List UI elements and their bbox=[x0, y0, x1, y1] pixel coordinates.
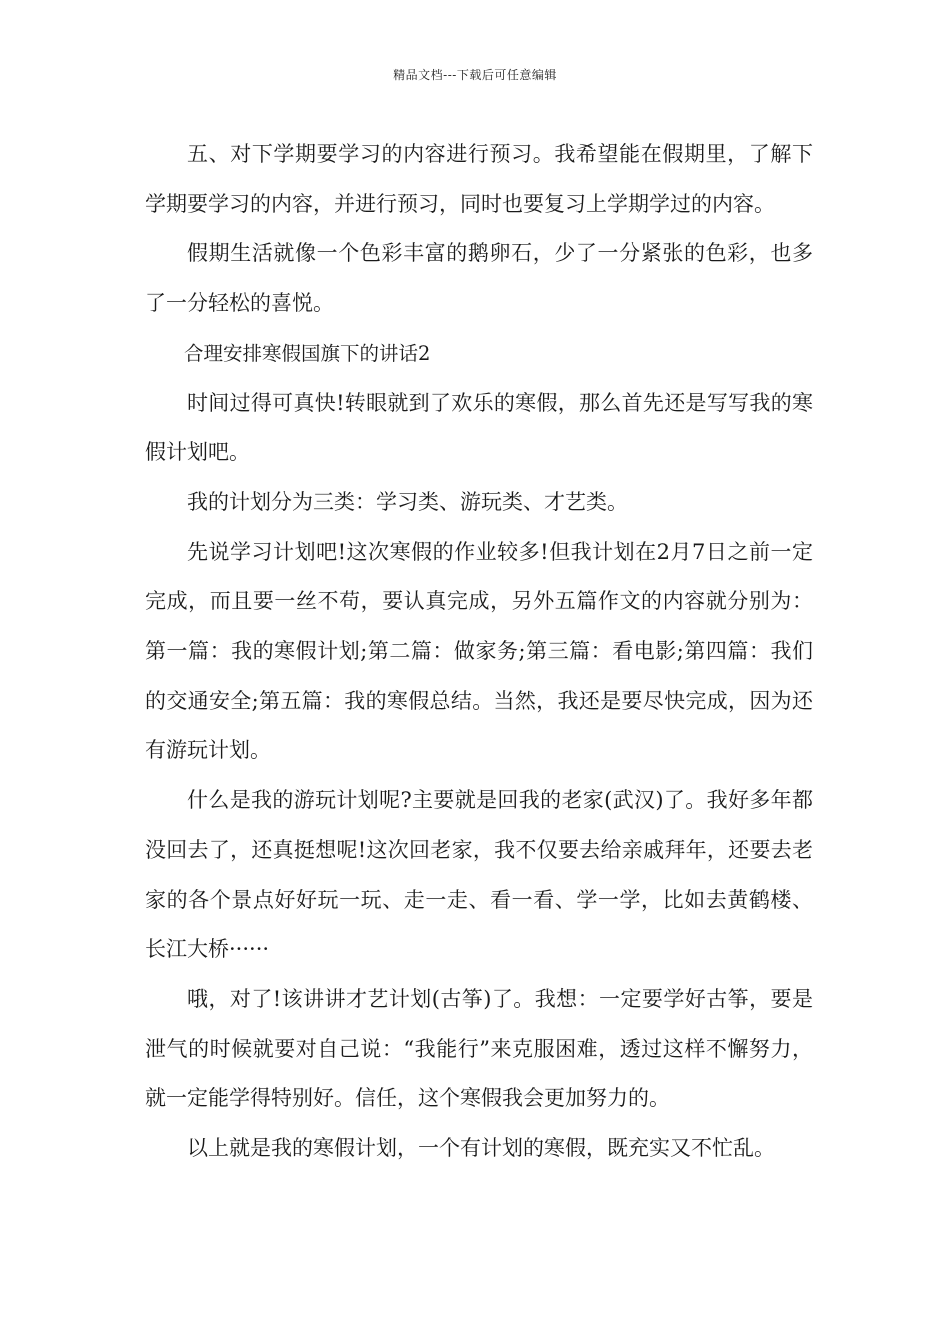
paragraph-talent-plan: 哦，对了!该讲讲才艺计划(古筝)了。我想：一定要学好古筝，要是泄气的时候就要对自己说：“我能行”来克服困难，透过这样不懈努力，就一定能学得特别好。信任，这个寒假我会更加努力的。 bbox=[145, 986, 813, 1111]
paragraph-holiday-life: 假期生活就像一个色彩丰富的鹅卵石，少了一分紧张的色彩，也多了一分轻松的喜悦。 bbox=[145, 241, 813, 316]
paragraph-study-plan: 先说学习计划吧!这次寒假的作业较多!但我计划在2月7日之前一定完成，而且要一丝不苟，要认真完成，另外五篇作文的内容就分别为：第一篇：我的寒假计划;第二篇：做家务;第三篇：看电影;第四篇：我们的交通安全;第五篇：我的寒假总结。当然，我还是要尽快完成，因为还有游玩计划。 bbox=[145, 539, 813, 763]
page-header: 精品文档---下载后可任意编辑 bbox=[393, 68, 557, 82]
paragraph-conclusion: 以上就是我的寒假计划，一个有计划的寒假，既充实又不忙乱。 bbox=[187, 1136, 775, 1161]
paragraph-preview-plan: 五、对下学期要学习的内容进行预习。我希望能在假期里，了解下学期要学习的内容，并进行预习，同时也要复习上学期学过的内容。 bbox=[145, 142, 813, 216]
document-body bbox=[145, 130, 813, 1174]
section-title: 合理安排寒假国旗下的讲话2 bbox=[184, 341, 431, 365]
paragraph-plan-categories: 我的计划分为三类：学习类、游玩类、才艺类。 bbox=[187, 489, 628, 514]
paragraph-intro: 时间过得可真快!转眼就到了欢乐的寒假，那么首先还是写写我的寒假计划吧。 bbox=[145, 390, 813, 465]
paragraph-travel-plan: 什么是我的游玩计划呢?主要就是回我的老家(武汉)了。我好多年都没回去了，还真挺想呢!这次回老家，我不仅要去给亲戚拜年，还要去老家的各个景点好好玩一玩、走一走、看一看、学一学，比如去黄鹤楼、长江大桥······ bbox=[145, 788, 813, 962]
